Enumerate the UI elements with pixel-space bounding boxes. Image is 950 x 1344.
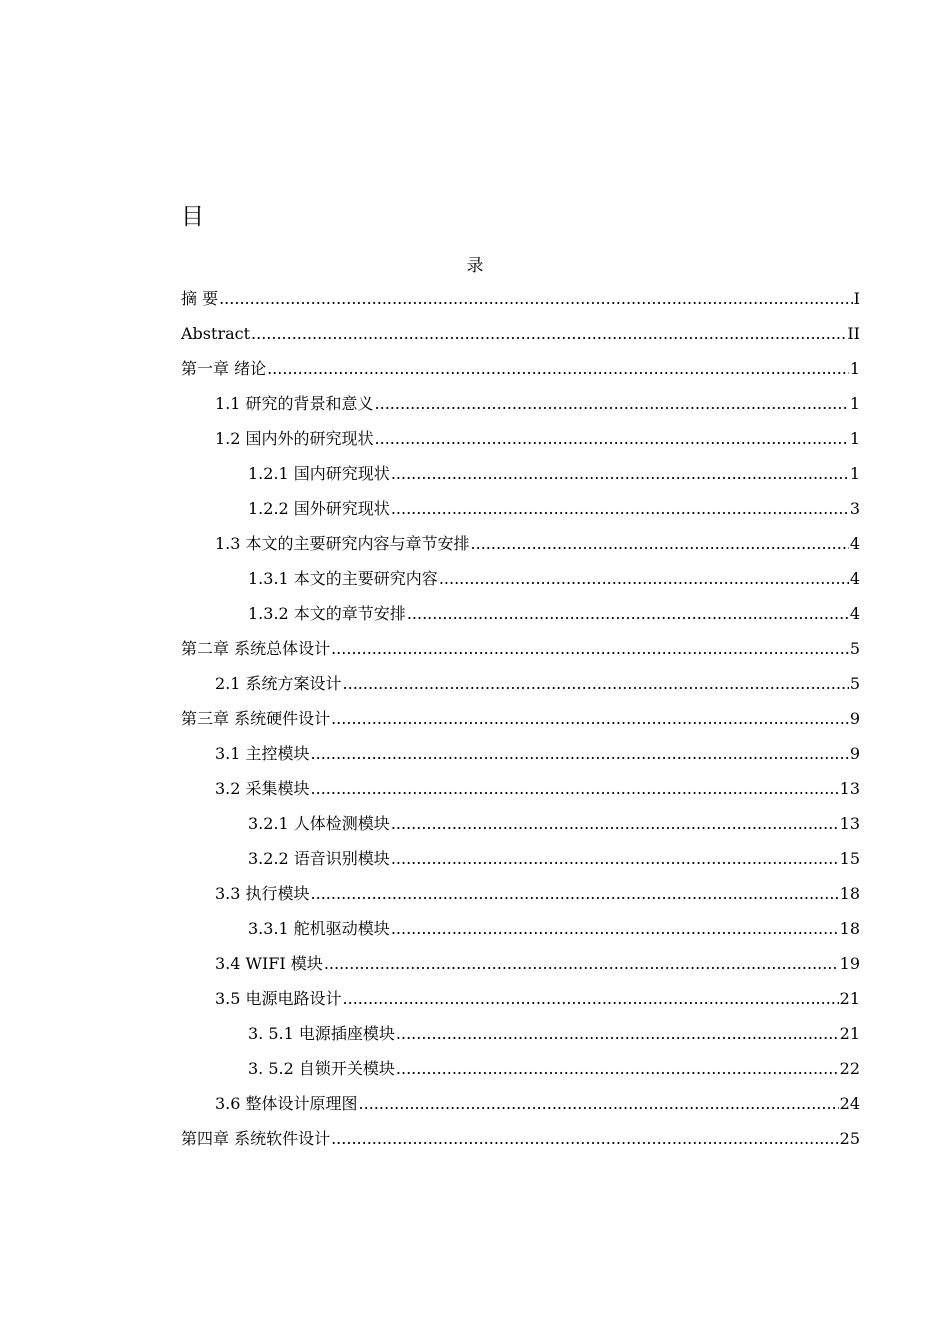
toc-entry[interactable] [181, 355, 860, 390]
toc-entry-title: Abstract [181, 324, 251, 343]
toc-heading-char-2: 录 [466, 256, 484, 276]
toc-entry-title: 3. 5.1 电源插座模块 [248, 1024, 395, 1043]
toc-dot-leader [311, 740, 849, 768]
toc-entry[interactable] [181, 915, 860, 950]
toc-entry[interactable] [181, 985, 860, 1020]
toc-entry[interactable] [181, 285, 860, 320]
toc-dot-leader [391, 460, 849, 488]
toc-dot-leader [391, 915, 839, 943]
toc-entry[interactable] [181, 880, 860, 915]
toc-entry-page-number: 4 [849, 569, 860, 588]
toc-entry-page-number: 4 [849, 534, 860, 553]
toc-entry-page-number: 21 [839, 989, 860, 1008]
toc-entry-title: 3.2 采集模块 [215, 779, 310, 798]
toc-entry[interactable] [181, 530, 860, 565]
toc-dot-leader [375, 425, 849, 453]
toc-entry-title: 3.1 主控模块 [215, 744, 310, 763]
toc-entry-title: 3.3.1 舵机驱动模块 [248, 919, 390, 938]
toc-entry-title: 1.3.2 本文的章节安排 [248, 604, 406, 623]
toc-entry-page-number: 5 [849, 639, 860, 658]
toc-entry-page-number: 19 [839, 954, 860, 973]
toc-entry-page-number: 18 [839, 884, 860, 903]
toc-dot-leader [311, 880, 839, 908]
toc-entry-page-number: 1 [849, 394, 860, 413]
toc-entry-title: 3.3 执行模块 [215, 884, 310, 903]
toc-entry-title: 3.4 WIFI 模块 [215, 954, 323, 973]
toc-entry[interactable] [181, 425, 860, 460]
toc-dot-leader [375, 390, 849, 418]
toc-entry-title: 3.5 电源电路设计 [215, 989, 342, 1008]
toc-dot-leader [251, 320, 846, 348]
toc-entry-page-number: 5 [849, 674, 860, 693]
toc-entry[interactable] [181, 635, 860, 670]
toc-entry-title: 第三章 系统硬件设计 [181, 709, 331, 728]
toc-entry[interactable] [181, 1020, 860, 1055]
toc-dot-leader [396, 1020, 839, 1048]
toc-entry-page-number: 15 [839, 849, 860, 868]
toc-entry[interactable] [181, 705, 860, 740]
toc-entry[interactable] [181, 565, 860, 600]
toc-dot-leader [324, 950, 839, 978]
toc-dot-leader [391, 495, 849, 523]
toc-entry-page-number: 24 [839, 1094, 860, 1113]
toc-entry-page-number: 3 [849, 499, 860, 518]
toc-dot-leader [331, 635, 849, 663]
toc-entry[interactable] [181, 775, 860, 810]
toc-entry-title: 1.3.1 本文的主要研究内容 [248, 569, 438, 588]
toc-entry-title: 3. 5.2 自锁开关模块 [248, 1059, 395, 1078]
toc-entry-title: 3.2.1 人体检测模块 [248, 814, 390, 833]
toc-entry-title: 2.1 系统方案设计 [215, 674, 342, 693]
toc-entry-page-number: 1 [849, 464, 860, 483]
toc-dot-leader [391, 810, 839, 838]
toc-entry-title: 1.2.2 国外研究现状 [248, 499, 390, 518]
toc-entry-page-number: II [847, 324, 860, 343]
toc-dot-leader [359, 1090, 839, 1118]
toc-entry-page-number: 13 [839, 814, 860, 833]
toc-entry-title: 1.1 研究的背景和意义 [215, 394, 374, 413]
toc-entry-title: 3.6 整体设计原理图 [215, 1094, 358, 1113]
toc-entry-page-number: 9 [849, 709, 860, 728]
toc-entry-page-number: 25 [839, 1129, 860, 1148]
toc-dot-leader [219, 285, 853, 313]
toc-dot-leader [439, 565, 849, 593]
toc-entry-title: 第四章 系统软件设计 [181, 1129, 331, 1148]
toc-entry-title: 第一章 绪论 [181, 359, 267, 378]
toc-entry-page-number: I [853, 289, 860, 308]
table-of-contents [181, 285, 860, 1160]
toc-entry-title: 1.3 本文的主要研究内容与章节安排 [215, 534, 470, 553]
toc-dot-leader [343, 985, 839, 1013]
toc-heading-char-1: 目 [181, 204, 204, 230]
toc-dot-leader [407, 600, 849, 628]
toc-entry-page-number: 18 [839, 919, 860, 938]
toc-entry[interactable] [181, 950, 860, 985]
toc-dot-leader [311, 775, 839, 803]
toc-entry-page-number: 21 [839, 1024, 860, 1043]
toc-entry[interactable] [181, 1125, 860, 1160]
toc-entry-page-number: 13 [839, 779, 860, 798]
toc-entry[interactable] [181, 1055, 860, 1090]
toc-dot-leader [391, 845, 839, 873]
toc-dot-leader [267, 355, 849, 383]
toc-entry[interactable] [181, 460, 860, 495]
toc-entry[interactable] [181, 670, 860, 705]
toc-entry[interactable] [181, 845, 860, 880]
toc-entry[interactable] [181, 495, 860, 530]
toc-dot-leader [331, 705, 849, 733]
toc-dot-leader [471, 530, 849, 558]
toc-dot-leader [331, 1125, 839, 1153]
toc-entry-page-number: 1 [849, 359, 860, 378]
toc-entry-page-number: 4 [849, 604, 860, 623]
toc-entry-title: 第二章 系统总体设计 [181, 639, 331, 658]
toc-entry-title: 1.2.1 国内研究现状 [248, 464, 390, 483]
toc-dot-leader [343, 670, 849, 698]
toc-entry-page-number: 1 [849, 429, 860, 448]
toc-entry[interactable] [181, 1090, 860, 1125]
toc-entry-page-number: 22 [839, 1059, 860, 1078]
toc-entry-title: 1.2 国内外的研究现状 [215, 429, 374, 448]
toc-entry[interactable] [181, 810, 860, 845]
toc-entry[interactable] [181, 320, 860, 355]
toc-entry-title: 摘 要 [181, 289, 219, 308]
toc-entry[interactable] [181, 740, 860, 775]
toc-dot-leader [396, 1055, 839, 1083]
toc-entry-page-number: 9 [849, 744, 860, 763]
toc-entry[interactable] [181, 600, 860, 635]
toc-entry-title: 3.2.2 语音识别模块 [248, 849, 390, 868]
toc-entry[interactable] [181, 390, 860, 425]
